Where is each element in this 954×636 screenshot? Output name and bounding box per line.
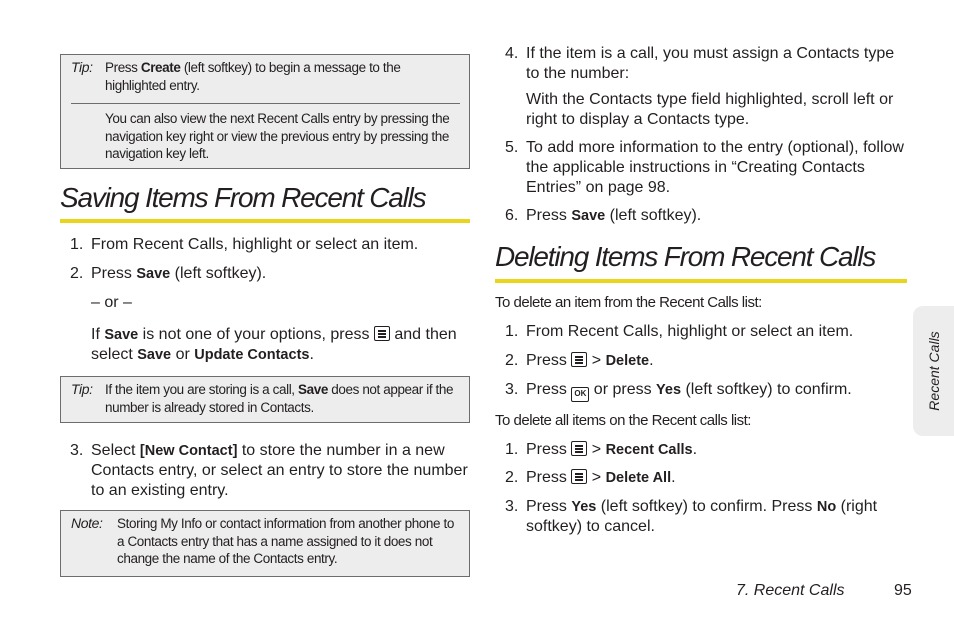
menu-key-icon (571, 469, 587, 484)
section-heading-saving: Saving Items From Recent Calls (60, 182, 426, 213)
list-item: 1. From Recent Calls, highlight or select an item. (505, 323, 854, 340)
heading-rule (60, 219, 470, 223)
tip-box-save: Tip: If the item you are storing is a call, Save does not appear if the number is already stored in Contacts. (60, 376, 470, 423)
list-item: 3. Press OK or press Yes (left softkey) to confirm. (495, 380, 907, 402)
alternative-paragraph: If Save is not one of your options, press and then select Save or Update Contacts. (91, 326, 457, 363)
list-item: 2. Press Save (left softkey). (70, 265, 267, 282)
list-item: 1. From Recent Calls, highlight or select an item. (70, 236, 419, 253)
note-label: Note: (71, 515, 103, 531)
tip-label: Tip: (71, 381, 93, 397)
heading-rule (495, 279, 907, 283)
chapter-side-tab (913, 306, 954, 436)
tip-divider (71, 103, 460, 104)
left-column (60, 54, 470, 577)
page-number: 95 (894, 582, 912, 599)
tip-text: Press Create (left softkey) to begin a message to the highlighted entry. (105, 60, 401, 93)
intro-delete-all: To delete all items on the Recent calls list: (495, 412, 751, 429)
tip-box-create (60, 54, 470, 169)
footer-chapter: 7. Recent Calls (736, 582, 845, 599)
list-item: 1. Press > Recent Calls. (505, 441, 698, 458)
tip-label: Tip: (71, 59, 93, 75)
menu-key-icon (571, 352, 587, 367)
note-box (60, 510, 470, 577)
right-column: 4. If the item is a call, you must assign a Contacts type to the number: With the Contacts type field highlighted, scroll left or right to display a Contacts type. 5. To add more information to the entry (optional), follow the applicable instructions in “Creating Contacts Entries” on page 98. 6. Press Save (left softkey). Deleting Items From Recent Calls To delete an item from the Recent Calls list: 1. From Recent Calls, highlight or select an item. 2. Press > Delete. 3. Press OK or press Yes (left softkey) to confirm. To delete all items on the Recent calls list: 1. Press > Recent Calls. 2. Press > Delete All. 3. Press Yes (left softkey) to confirm. Press No (right softkey) to cancel. (495, 44, 907, 537)
list-item: 2. Press > Delete All. (505, 469, 676, 486)
list-item: 3. Select [New Contact] to store the number in a new Contacts entry, or select an entry to store the number to an existing entry. (70, 442, 468, 499)
create-softkey-label: Create (140, 60, 181, 75)
saving-steps (60, 235, 470, 365)
menu-key-icon (571, 441, 587, 456)
menu-key-icon (374, 326, 390, 341)
side-tab-label: Recent Calls (925, 331, 942, 411)
list-item: 3. Press Yes (left softkey) to confirm. Press No (right softkey) to cancel. (505, 498, 878, 535)
list-item: 5. To add more information to the entry (optional), follow the applicable instructions in “Creating Contacts Entries” on page 98. (505, 139, 904, 196)
list-item: 6. Press Save (left softkey). (505, 207, 702, 224)
or-separator: – or – (91, 294, 132, 311)
list-item: 4. If the item is a call, you must assign a Contacts type to the number: (505, 45, 895, 82)
tip-subtext: You can also view the next Recent Calls entry by pressing the navigation key right or view the previous entry by pressing the navigation key left. (105, 111, 450, 161)
section-heading-deleting: Deleting Items From Recent Calls (495, 241, 876, 272)
list-item: 2. Press > Delete. (505, 352, 654, 369)
intro-delete-item: To delete an item from the Recent Calls list: (495, 294, 762, 311)
ok-key-icon: OK (571, 387, 589, 402)
note-text: Storing My Info or contact information from another phone to a Contacts entry that has a name assigned to it does not change the name of the Contacts entry. (117, 516, 454, 566)
save-softkey-label: Save (136, 266, 171, 282)
